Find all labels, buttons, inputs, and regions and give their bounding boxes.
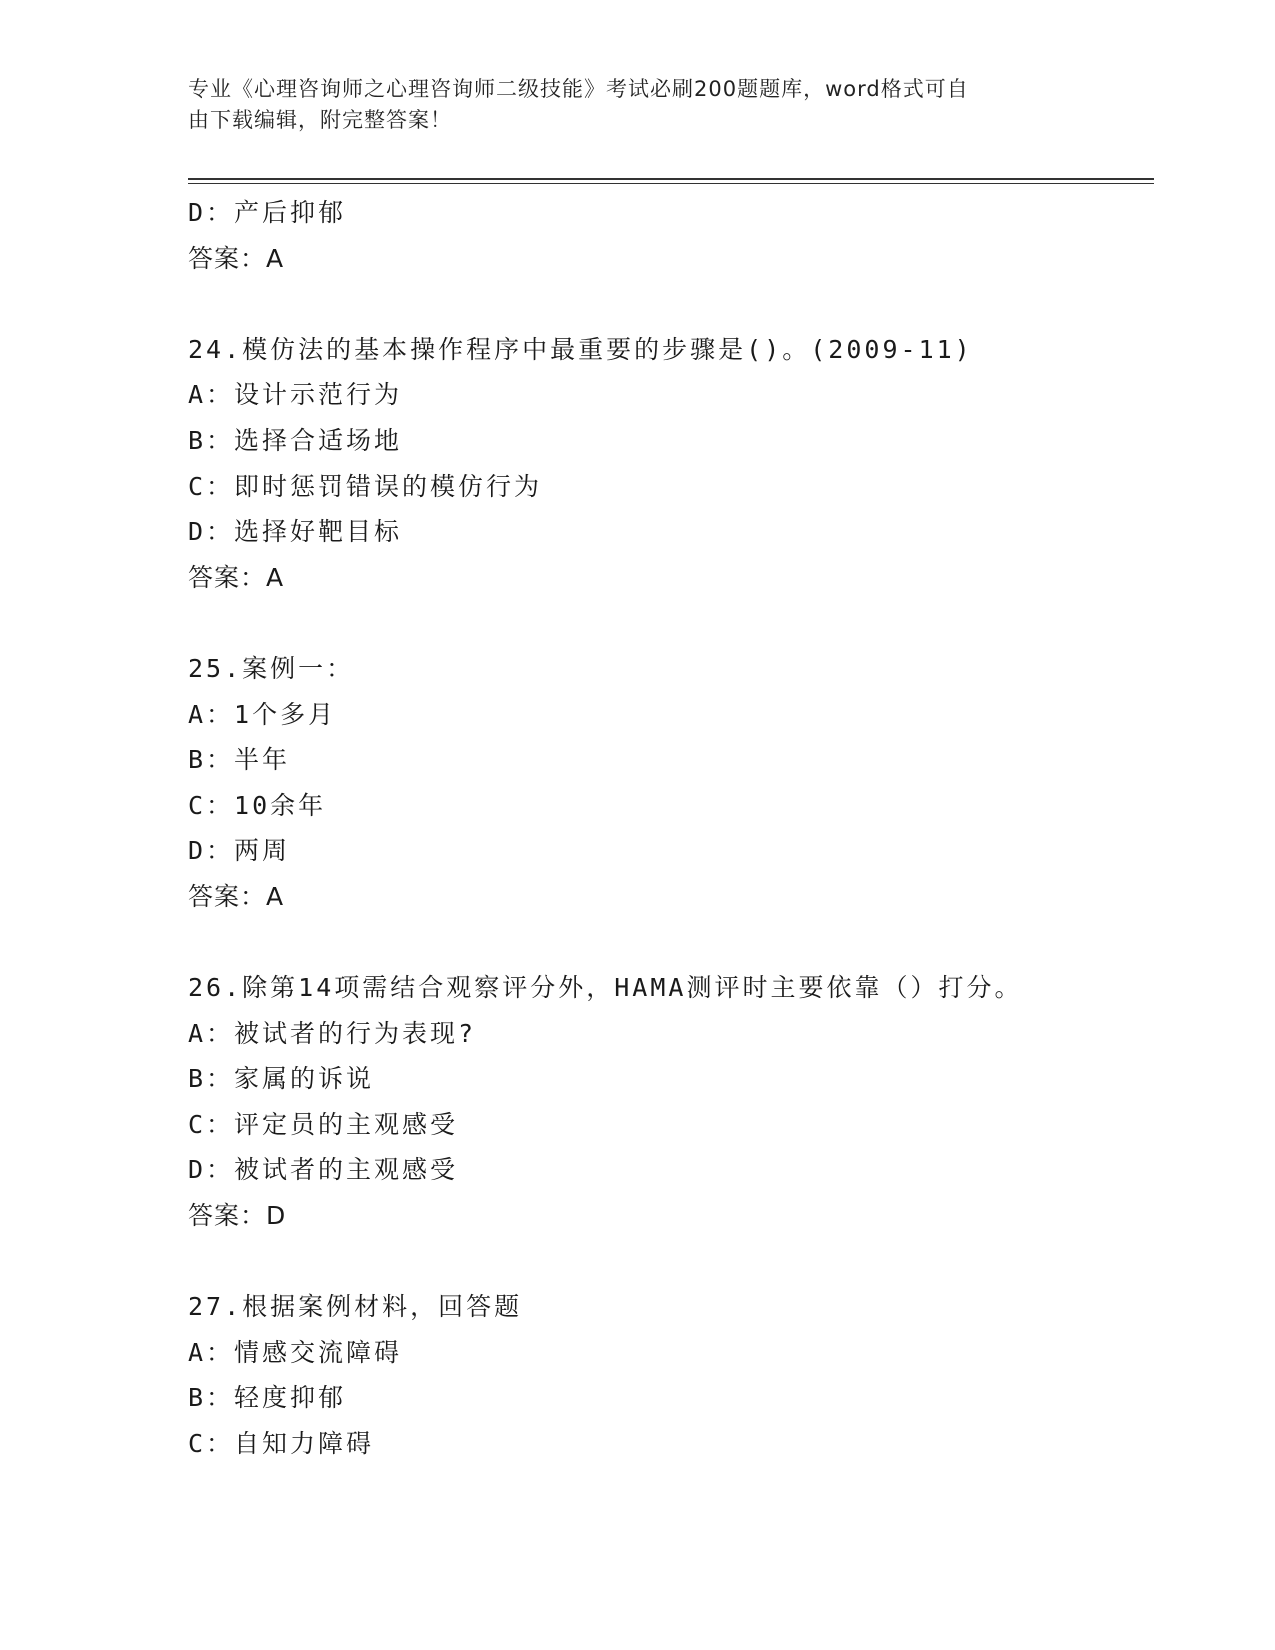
option-c: C：即时惩罚错误的模仿行为 xyxy=(188,471,543,501)
question-26 xyxy=(188,965,1154,1239)
answer: 答案：A xyxy=(188,881,285,911)
answer: 答案：D xyxy=(188,1201,287,1231)
option-d: D：两周 xyxy=(188,836,291,866)
option-b: B：选择合适场地 xyxy=(188,425,403,455)
header-line-2: 由下载编辑，附完整答案！ xyxy=(188,108,452,132)
question-27 xyxy=(188,1284,1154,1466)
question-25 xyxy=(188,646,1154,920)
option-c: C：自知力障碍 xyxy=(188,1429,375,1459)
question-stem: 24.模仿法的基本操作程序中最重要的步骤是()。(2009-11) xyxy=(188,334,973,364)
header-divider-thick xyxy=(188,178,1154,180)
question-stem: 25.案例一： xyxy=(188,653,355,683)
option-d: D：选择好靶目标 xyxy=(188,517,403,547)
option-c: C：10余年 xyxy=(188,790,327,820)
option-a: A：1个多月 xyxy=(188,699,337,729)
option-b: B：轻度抑郁 xyxy=(188,1383,347,1413)
header-line-1: 专业《心理咨询师之心理咨询师二级技能》考试必刷200题题库，word格式可自 xyxy=(188,77,969,101)
question-24 xyxy=(188,327,1154,601)
option-a: A：情感交流障碍 xyxy=(188,1337,403,1367)
option-b: B：半年 xyxy=(188,745,291,775)
option-c: C：评定员的主观感受 xyxy=(188,1109,459,1139)
answer: 答案：A xyxy=(188,243,285,273)
question-stem: 27.根据案例材料，回答题 xyxy=(188,1292,523,1322)
option-a: A：被试者的行为表现? xyxy=(188,1018,477,1048)
question-stem: 26.除第14项需结合观察评分外，HAMA测评时主要依靠（）打分。 xyxy=(188,973,1023,1003)
header-divider-thin xyxy=(188,183,1154,184)
option-d: D：被试者的主观感受 xyxy=(188,1155,459,1185)
question-list xyxy=(188,190,1154,1467)
option-a: A：设计示范行为 xyxy=(188,380,403,410)
option-d: D：产后抑郁 xyxy=(188,198,347,227)
answer: 答案：A xyxy=(188,562,285,592)
document-header xyxy=(188,74,1068,136)
option-b: B：家属的诉说 xyxy=(188,1064,375,1094)
